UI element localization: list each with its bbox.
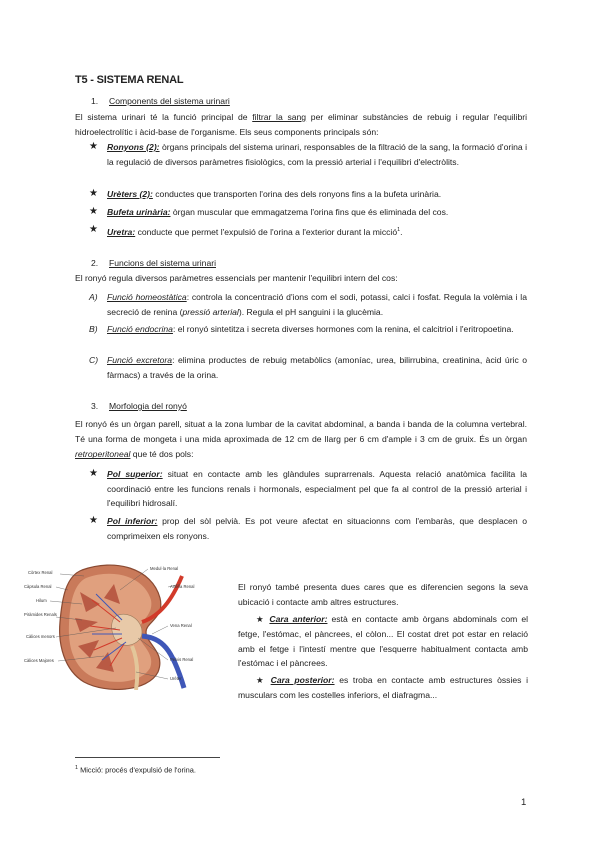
star-bullet-icon: ★ [89,141,98,152]
figure-label: Vena Renal [170,623,192,628]
list-item: ★ Urèters (2): conductes que transporten l'orina des dels ronyons fins a la bufeta urinària. [107,187,527,202]
star-bullet-icon: ★ [89,515,98,526]
list-letter: C) [89,355,99,365]
figure-label: Artèria Renal [170,584,195,589]
figure-label: Urèter [170,676,182,681]
figure-label: Càlices Majores [24,658,54,663]
list-item: ★ Bufeta urinària: òrgan muscular que emmagatzema l'orina fins que és eliminada del cos. [107,205,527,220]
figure-label: Càlices menors [26,634,55,639]
figure-label: Medul·la Renal [150,566,179,571]
section-1-intro: El sistema urinari té la funció principal de filtrar la sang per eliminar substàncies de rebuig i regular l'equilibri hidroelectrolític i àcid-base de l'organisme. Els seus components principals són: [75,112,527,138]
section-number: 3. [91,401,99,411]
list-item: ★ Ronyons (2): òrgans principals del sistema urinari, responsables de la filtració de la sang, la formació d'orina i la regulació de diversos paràmetres fisiològics, com la pressió arterial i l'equilibri d'electròlits. [89,141,528,167]
list-letter: A) [89,292,98,302]
section-title: Funcions del sistema urinari [109,258,216,268]
list-item: ★ Uretra: conducte que permet l'expulsió de l'orina a l'exterior durant la micció$^1$. [89,224,403,237]
face-item: ★ Cara posterior: es troba en contacte amb estructures òssies i musculars com les costelles inferiors, el diafragma... [238,675,529,700]
figure-label: Pelvis Renal [170,657,194,662]
footnote-divider [75,757,220,758]
section-2-intro: El ronyó regula diversos paràmetres essencials per mantenir l'equilibri intern del cos: [75,273,398,283]
section-1-heading [91,96,230,106]
list-item: A) Funció homeostàtica: controla la concentració d'ions com el sodi, potassi, calci i fosfat. Regula la volèmia i la secreció de renina (pressió arterial). Regula el pH sanguini i la glucèmia. [89,292,527,317]
page-number: 1 [521,797,527,808]
star-bullet-icon: ★ [89,206,98,217]
section-number: 1. [91,96,99,106]
list-item: ★ Pol superior: situat en contacte amb les glàndules suprarrenals. Aquesta relació anatòmica facilita la coordinació entre les funcions renals i hormonals, especialment pel que fa al control de la pressió arterial i l'equilibri hidrosalí. [89,468,527,509]
kidney-illustration [20,560,232,690]
figure-label: Càpsula Renal [24,584,52,589]
section-2-heading [91,258,216,268]
figure-label: Piràmides Renals [24,612,57,617]
star-bullet-icon: ★ [89,188,98,199]
page-title: T5 - SISTEMA RENAL [75,74,184,86]
list-item: C) Funció excretora: elimina productes de rebuig metabòlics (amoníac, urea, bilirrubina, creatinina, àcid úric o fàrmacs) a través de la orina. [89,355,528,380]
kidney-anatomy-figure [20,560,232,690]
star-bullet-icon: ★ [256,614,270,624]
star-bullet-icon: ★ [256,675,271,685]
section-3-intro: El ronyó és un òrgan parell, situat a la zona lumbar de la cavitat abdominal, a banda i banda de la columna vertebral. Té una forma de mongeta i una mida aproximada de 12 cm de llarg per 6 cm d'ample i 3 cm de gruix. És un òrgan retroperitoneal que té dos pols: [75,419,527,460]
face-item: ★ Cara anterior: està en contacte amb òrgans abdominals com el fetge, l'estómac, el pàncrees, el còlon... El costat dret pot estar en relació amb el fetge i l'intestí mentre que l'esquerre habitualment contacta amb l'estómac i el pàncrees. [238,614,529,669]
section-title: Morfologia del ronyó [109,401,187,411]
footnote: $^1$ Micció: procés d'expulsió de l'orina. [75,765,196,775]
star-bullet-icon: ★ [89,468,98,479]
footnote-ref[interactable]: 1 [397,227,401,233]
section-number: 2. [91,258,99,268]
star-bullet-icon: ★ [89,224,98,235]
section-3-heading [91,401,187,411]
faces-intro: El ronyó també presenta dues cares que es diferencien segons la seva ubicació i contacte amb altres estructures. [238,582,528,607]
figure-label: Hilum [36,598,47,603]
section-title: Components del sistema urinari [109,96,230,106]
list-letter: B) [89,324,98,334]
figure-label: Còrtex Renal [28,570,53,575]
list-item: B) Funció endocrina: el ronyó sintetitza i secreta diverses hormones com la renina, el calcitriol i l'eritropoetina. [107,322,527,337]
list-item: ★ Pol inferior: prop del sòl pelvià. Es pot veure afectat en situacionns com l'embaràs, que desplacen o comprimeixen els ronyons. [89,515,527,541]
